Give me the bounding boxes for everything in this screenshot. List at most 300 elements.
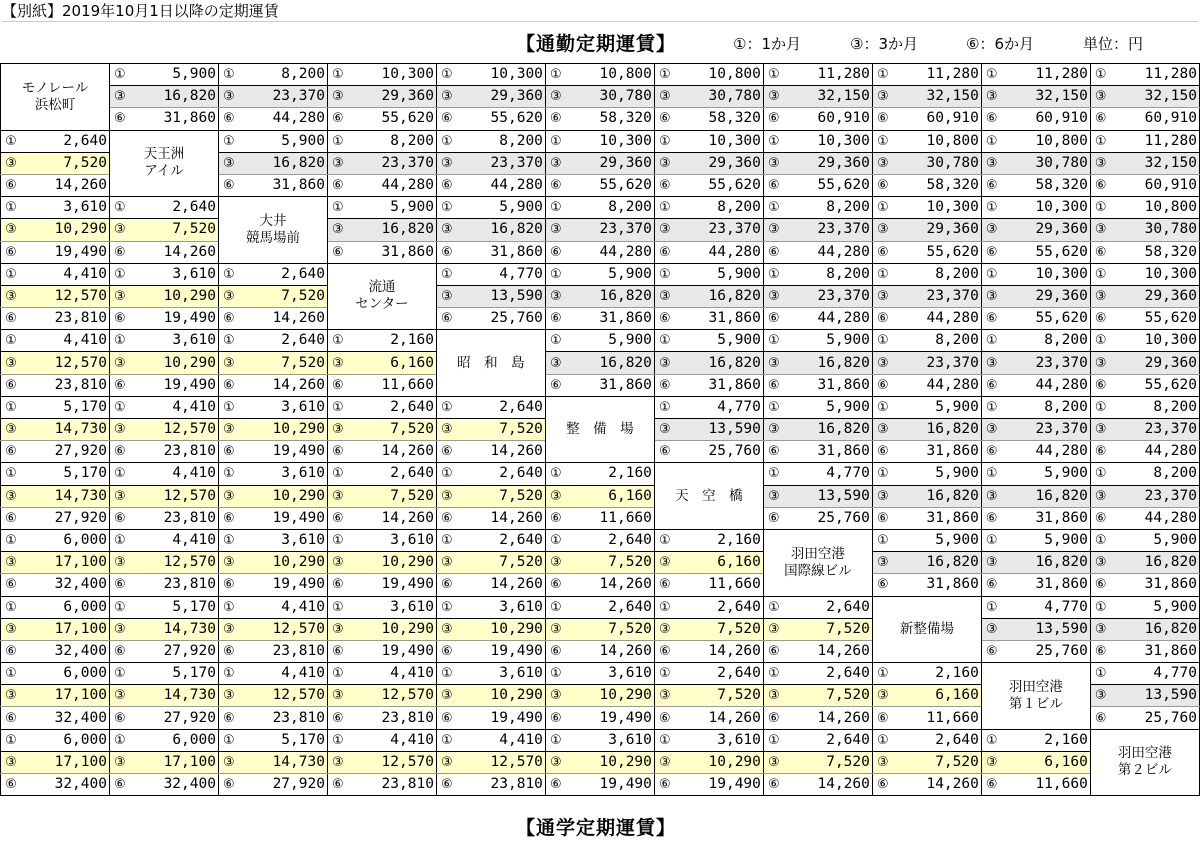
station-name-cell [218, 197, 327, 264]
fare-value: 6,160 [348, 352, 437, 374]
period-symbol: ③ [1, 152, 21, 174]
period-symbol: ⑥ [436, 707, 456, 729]
fare-value: 25,760 [1111, 707, 1200, 729]
period-symbol: ③ [327, 219, 347, 241]
period-symbol: ① [436, 263, 456, 285]
station-name-cell [545, 396, 654, 463]
period-symbol: ① [654, 64, 674, 86]
station-name-line: 昭 和 島 [457, 354, 525, 371]
fare-value: 5,900 [130, 64, 219, 86]
period-symbol: ③ [1090, 419, 1110, 441]
period-symbol: ⑥ [1090, 241, 1110, 263]
fare-value: 12,570 [130, 419, 219, 441]
period-symbol: ③ [981, 86, 1001, 108]
fare-value: 16,820 [130, 86, 219, 108]
period-symbol: ① [654, 529, 674, 551]
fare-value: 6,000 [21, 729, 110, 751]
period-symbol: ⑥ [872, 774, 892, 796]
fare-value: 31,860 [1111, 574, 1200, 596]
station-name-cell [1, 64, 110, 131]
fare-value: 23,810 [130, 574, 219, 596]
period-symbol: ① [1, 663, 21, 685]
fare-value: 3,610 [348, 596, 437, 618]
fare-value: 13,590 [1111, 685, 1200, 707]
fare-value: 55,620 [348, 108, 437, 130]
fare-value: 3,610 [130, 263, 219, 285]
fare-value: 23,810 [457, 774, 546, 796]
fare-value: 23,370 [1002, 419, 1091, 441]
fare-value: 8,200 [348, 130, 437, 152]
fare-value: 10,290 [675, 751, 764, 773]
period-symbol: ③ [545, 285, 565, 307]
fare-value: 19,490 [457, 640, 546, 662]
fare-value: 19,490 [21, 241, 110, 263]
fare-value: 30,780 [1002, 152, 1091, 174]
period-symbol: ③ [981, 485, 1001, 507]
period-symbol: ⑥ [1090, 507, 1110, 529]
station-name-line: 羽田空港 [1008, 678, 1063, 695]
period-symbol: ① [327, 729, 347, 751]
period-symbol: ⑥ [327, 774, 347, 796]
fare-value: 2,640 [566, 529, 655, 551]
period-symbol: ⑥ [109, 441, 129, 463]
fare-value: 12,570 [239, 618, 328, 640]
period-symbol: ① [109, 529, 129, 551]
fare-value: 4,770 [1002, 596, 1091, 618]
fare-value: 19,490 [239, 574, 328, 596]
fare-value: 4,410 [130, 396, 219, 418]
fare-value: 5,170 [130, 596, 219, 618]
period-symbol: ③ [1090, 86, 1110, 108]
fare-value: 5,900 [348, 197, 437, 219]
period-symbol: ⑥ [872, 241, 892, 263]
period-symbol: ① [327, 197, 347, 219]
fare-value: 14,260 [348, 441, 437, 463]
fare-value: 58,320 [566, 108, 655, 130]
fare-value: 14,730 [130, 618, 219, 640]
fare-value: 10,290 [239, 552, 328, 574]
period-symbol: ③ [436, 86, 456, 108]
fare-value: 55,620 [457, 108, 546, 130]
fare-value: 5,900 [893, 396, 982, 418]
period-symbol: ⑥ [872, 441, 892, 463]
fare-value: 3,610 [675, 729, 764, 751]
table-row [1, 86, 1200, 108]
fare-value: 10,800 [1111, 197, 1200, 219]
fare-value: 8,200 [893, 263, 982, 285]
period-symbol: ⑥ [218, 174, 238, 196]
fare-value: 7,520 [239, 285, 328, 307]
fare-value: 5,900 [566, 330, 655, 352]
fare-value: 14,730 [130, 685, 219, 707]
table-row [1, 507, 1200, 529]
period-symbol: ⑥ [1090, 707, 1110, 729]
fare-value: 4,410 [348, 729, 437, 751]
period-symbol: ① [872, 263, 892, 285]
period-symbol: ③ [327, 751, 347, 773]
period-symbol: ⑥ [109, 308, 129, 330]
period-symbol: ⑥ [327, 441, 347, 463]
period-symbol: ③ [1, 419, 21, 441]
fare-value: 8,200 [457, 130, 546, 152]
period-symbol: ⑥ [327, 374, 347, 396]
fare-value: 44,280 [239, 108, 328, 130]
fare-value: 11,660 [566, 507, 655, 529]
period-symbol: ③ [763, 419, 783, 441]
fare-value: 16,820 [1111, 552, 1200, 574]
fare-value: 31,860 [893, 441, 982, 463]
fare-value: 5,900 [457, 197, 546, 219]
fare-value: 8,200 [675, 197, 764, 219]
period-symbol: ① [872, 130, 892, 152]
period-symbol: ① [981, 330, 1001, 352]
period-symbol: ① [327, 463, 347, 485]
period-symbol: ③ [981, 552, 1001, 574]
fare-value: 10,290 [457, 618, 546, 640]
period-symbol: ① [763, 396, 783, 418]
period-symbol: ① [1090, 330, 1110, 352]
period-symbol: ① [872, 529, 892, 551]
fare-value: 44,280 [566, 241, 655, 263]
period-symbol: ① [327, 396, 347, 418]
station-name-cell [1090, 729, 1199, 796]
fare-value: 19,490 [239, 507, 328, 529]
fare-value: 32,400 [130, 774, 219, 796]
period-symbol: ③ [763, 86, 783, 108]
station-name-cell [872, 596, 981, 663]
fare-value: 19,490 [566, 774, 655, 796]
period-symbol: ③ [872, 352, 892, 374]
period-symbol: ③ [981, 285, 1001, 307]
table-row [1, 729, 1200, 751]
fare-value: 11,280 [1002, 64, 1091, 86]
period-symbol: ① [218, 263, 238, 285]
fare-value: 2,640 [675, 663, 764, 685]
fare-value: 4,410 [239, 596, 328, 618]
table-row [1, 64, 1200, 86]
period-symbol: ③ [763, 685, 783, 707]
fare-value: 14,260 [784, 707, 873, 729]
period-symbol: ③ [1090, 352, 1110, 374]
fare-value: 2,640 [457, 529, 546, 551]
period-symbol: ① [981, 396, 1001, 418]
period-symbol: ③ [218, 419, 238, 441]
table-row [1, 108, 1200, 130]
fare-value: 11,280 [1111, 130, 1200, 152]
period-symbol: ① [1090, 130, 1110, 152]
period-symbol: ⑥ [545, 640, 565, 662]
period-symbol: ③ [545, 152, 565, 174]
period-symbol: ① [218, 529, 238, 551]
period-symbol: ① [872, 729, 892, 751]
fare-value: 16,820 [893, 552, 982, 574]
fare-value: 23,370 [239, 86, 328, 108]
fare-value: 5,900 [893, 463, 982, 485]
period-symbol: ③ [218, 285, 238, 307]
period-symbol: ⑥ [763, 507, 783, 529]
period-symbol: ① [763, 130, 783, 152]
fare-value: 58,320 [675, 108, 764, 130]
fare-value: 32,400 [21, 574, 110, 596]
fare-value: 5,900 [675, 263, 764, 285]
fare-value: 2,640 [784, 596, 873, 618]
fare-value: 2,640 [784, 729, 873, 751]
fare-value: 7,520 [21, 152, 110, 174]
fare-value: 14,260 [239, 374, 328, 396]
fare-value: 32,150 [1002, 86, 1091, 108]
period-symbol: ⑥ [436, 574, 456, 596]
period-symbol: ① [763, 663, 783, 685]
period-symbol: ③ [1090, 685, 1110, 707]
fare-value: 31,860 [239, 174, 328, 196]
fare-value: 6,160 [1002, 751, 1091, 773]
period-symbol: ③ [545, 618, 565, 640]
period-symbol: ③ [1, 352, 21, 374]
period-symbol: ① [109, 64, 129, 86]
period-symbol: ① [654, 663, 674, 685]
fare-value: 44,280 [893, 308, 982, 330]
period-symbol: ③ [109, 352, 129, 374]
fare-value: 3,610 [239, 396, 328, 418]
fare-value: 10,800 [675, 64, 764, 86]
period-symbol: ① [545, 130, 565, 152]
fare-value: 2,640 [239, 330, 328, 352]
period-symbol: ③ [545, 751, 565, 773]
period-symbol: ③ [654, 751, 674, 773]
fare-value: 2,160 [566, 463, 655, 485]
fare-value: 31,860 [675, 308, 764, 330]
period-symbol: ⑥ [436, 507, 456, 529]
fare-value: 6,160 [675, 552, 764, 574]
fare-value: 13,590 [675, 419, 764, 441]
fare-value: 44,280 [1111, 507, 1200, 529]
period-symbol: ③ [981, 751, 1001, 773]
period-symbol: ① [218, 396, 238, 418]
commuter-fare-header [0, 32, 1200, 56]
table-row [1, 774, 1200, 796]
period-symbol: ① [981, 197, 1001, 219]
period-symbol: ① [545, 596, 565, 618]
fare-value: 32,400 [21, 707, 110, 729]
period-symbol: ① [109, 663, 129, 685]
period-symbol: ③ [218, 485, 238, 507]
table-row [1, 529, 1200, 551]
fare-value: 12,570 [130, 552, 219, 574]
period-symbol: ⑥ [654, 108, 674, 130]
period-symbol: ① [545, 64, 565, 86]
period-symbol: ① [1090, 596, 1110, 618]
fare-value: 11,280 [784, 64, 873, 86]
period-symbol: ① [436, 130, 456, 152]
fare-value: 3,610 [239, 529, 328, 551]
fare-value: 55,620 [893, 241, 982, 263]
station-name-line: 新整備場 [899, 620, 954, 637]
fare-value: 14,260 [130, 241, 219, 263]
fare-value: 44,280 [457, 174, 546, 196]
period-symbol: ⑥ [763, 640, 783, 662]
fare-value: 10,290 [348, 552, 437, 574]
period-symbol: ⑥ [1090, 108, 1110, 130]
period-symbol: ③ [109, 219, 129, 241]
period-symbol: ① [1090, 529, 1110, 551]
fare-value: 31,860 [893, 507, 982, 529]
fare-value: 11,660 [1002, 774, 1091, 796]
period-symbol: ③ [545, 86, 565, 108]
fare-value: 32,150 [784, 86, 873, 108]
table-row [1, 596, 1200, 618]
fare-value: 32,400 [21, 774, 110, 796]
period-symbol: ⑥ [1, 374, 21, 396]
table-row [1, 330, 1200, 352]
fare-value: 44,280 [893, 374, 982, 396]
period-symbol: ③ [109, 285, 129, 307]
table-row [1, 374, 1200, 396]
fare-value: 10,290 [457, 685, 546, 707]
station-name-line: 第１ビル [1008, 695, 1063, 712]
table-row [1, 640, 1200, 662]
period-symbol: ⑥ [109, 374, 129, 396]
period-symbol: ⑥ [981, 308, 1001, 330]
fare-value: 32,400 [21, 640, 110, 662]
fare-value: 29,360 [893, 219, 982, 241]
period-symbol: ⑥ [981, 640, 1001, 662]
student-fare-title: 【通学定期運賃】 [516, 817, 677, 839]
period-symbol: ③ [763, 152, 783, 174]
fare-value: 2,640 [457, 396, 546, 418]
period-symbol: ③ [327, 618, 347, 640]
fare-value: 14,730 [21, 419, 110, 441]
fare-value: 31,860 [784, 441, 873, 463]
fare-value: 60,910 [1111, 108, 1200, 130]
period-symbol: ⑥ [981, 574, 1001, 596]
fare-value: 7,520 [348, 419, 437, 441]
fare-value: 14,260 [893, 774, 982, 796]
period-symbol: ⑥ [763, 374, 783, 396]
fare-value: 30,780 [893, 152, 982, 174]
period-symbol: ③ [436, 419, 456, 441]
period-symbol: ③ [436, 552, 456, 574]
fare-value: 55,620 [1111, 308, 1200, 330]
period-symbol: ③ [763, 352, 783, 374]
period-symbol: ③ [1, 552, 21, 574]
period-symbol: ① [218, 330, 238, 352]
period-symbol: ③ [545, 552, 565, 574]
fare-value: 12,570 [348, 751, 437, 773]
fare-value: 16,820 [784, 419, 873, 441]
fare-value: 31,860 [893, 574, 982, 596]
period-symbol: ⑥ [763, 308, 783, 330]
fare-value: 10,290 [348, 618, 437, 640]
fare-value: 8,200 [1111, 396, 1200, 418]
period-symbol: ① [1, 263, 21, 285]
fare-value: 13,590 [1002, 618, 1091, 640]
fare-value: 4,410 [130, 529, 219, 551]
fare-value: 27,920 [130, 707, 219, 729]
period-symbol: ① [654, 197, 674, 219]
period-symbol: ① [1090, 463, 1110, 485]
period-symbol: ③ [327, 419, 347, 441]
table-row [1, 241, 1200, 263]
fare-value: 16,820 [566, 285, 655, 307]
period-symbol: ⑥ [545, 774, 565, 796]
period-symbol: ③ [218, 751, 238, 773]
fare-value: 23,370 [1111, 419, 1200, 441]
fare-value: 4,770 [675, 396, 764, 418]
fare-value: 7,520 [457, 419, 546, 441]
period-symbol: ① [1, 396, 21, 418]
fare-value: 12,570 [21, 352, 110, 374]
fare-value: 29,360 [457, 86, 546, 108]
period-symbol: ⑥ [654, 574, 674, 596]
table-row [1, 574, 1200, 596]
fare-value: 7,520 [348, 485, 437, 507]
fare-value: 23,810 [239, 640, 328, 662]
fare-value: 2,640 [21, 130, 110, 152]
period-symbol: ⑥ [763, 174, 783, 196]
fare-value: 10,300 [1002, 263, 1091, 285]
fare-value: 16,820 [784, 352, 873, 374]
period-symbol: ③ [654, 552, 674, 574]
fare-value: 16,820 [457, 219, 546, 241]
fare-value: 3,610 [21, 197, 110, 219]
period-symbol: ③ [1090, 219, 1110, 241]
fare-value: 3,610 [348, 529, 437, 551]
fare-value: 58,320 [893, 174, 982, 196]
period-symbol: ① [872, 396, 892, 418]
period-symbol: ① [327, 330, 347, 352]
period-symbol: ③ [1, 685, 21, 707]
period-symbol: ⑥ [218, 108, 238, 130]
fare-value: 7,520 [457, 485, 546, 507]
fare-value: 11,280 [893, 64, 982, 86]
fare-value: 44,280 [784, 308, 873, 330]
fare-value: 44,280 [675, 241, 764, 263]
station-name-line: 国際線ビル [784, 562, 852, 579]
fare-value: 16,820 [893, 485, 982, 507]
table-row [1, 751, 1200, 773]
period-symbol: ① [981, 529, 1001, 551]
fare-value: 31,860 [130, 108, 219, 130]
fare-value: 14,260 [675, 640, 764, 662]
period-symbol: ① [327, 663, 347, 685]
fare-value: 31,860 [566, 374, 655, 396]
period-symbol: ⑥ [545, 507, 565, 529]
fare-value: 19,490 [457, 707, 546, 729]
period-symbol: ⑥ [436, 640, 456, 662]
fare-value: 23,370 [457, 152, 546, 174]
fare-value: 58,320 [1111, 241, 1200, 263]
fare-value: 23,810 [21, 374, 110, 396]
fare-value: 3,610 [239, 463, 328, 485]
fare-value: 2,640 [893, 729, 982, 751]
station-name-line: 浜松町 [34, 96, 76, 113]
period-symbol: ③ [327, 552, 347, 574]
period-symbol: ⑥ [872, 574, 892, 596]
fare-value: 55,620 [1002, 241, 1091, 263]
table-row [1, 197, 1200, 219]
fare-value: 6,000 [21, 529, 110, 551]
fare-value: 7,520 [566, 552, 655, 574]
period-symbol: ① [327, 529, 347, 551]
station-name-cell [981, 663, 1090, 730]
fare-value: 32,150 [1111, 86, 1200, 108]
period-symbol: ⑥ [545, 574, 565, 596]
period-symbol: ③ [981, 419, 1001, 441]
fare-value: 5,170 [130, 663, 219, 685]
period-symbol: ③ [109, 419, 129, 441]
fare-value: 27,920 [239, 774, 328, 796]
fare-value: 23,370 [784, 285, 873, 307]
